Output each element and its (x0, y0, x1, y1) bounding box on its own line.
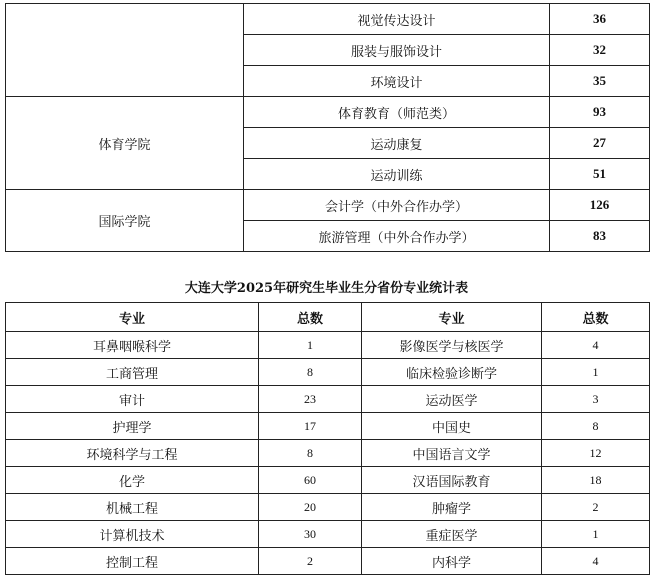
major-cell: 肿瘤学 (362, 494, 542, 521)
college-major-table (5, 3, 650, 252)
table-row (6, 440, 650, 467)
major-cell: 机械工程 (6, 494, 259, 521)
major-cell: 服装与服饰设计 (244, 35, 550, 66)
column-header-major: 专业 (6, 303, 259, 332)
major-cell: 耳鼻咽喉科学 (6, 332, 259, 359)
total-cell: 4 (542, 548, 650, 575)
major-cell: 控制工程 (6, 548, 259, 575)
total-cell: 2 (542, 494, 650, 521)
total-cell: 8 (542, 413, 650, 440)
total-cell: 60 (259, 467, 362, 494)
table-row (6, 332, 650, 359)
college-cell: 国际学院 (6, 190, 244, 252)
count-cell: 35 (550, 66, 650, 97)
count-cell: 83 (550, 221, 650, 252)
total-cell: 1 (259, 332, 362, 359)
table-row (6, 521, 650, 548)
total-cell: 1 (542, 521, 650, 548)
major-cell: 工商管理 (6, 359, 259, 386)
total-cell: 3 (542, 386, 650, 413)
table-row (6, 386, 650, 413)
major-cell: 审计 (6, 386, 259, 413)
major-cell: 视觉传达设计 (244, 4, 550, 35)
major-cell: 体育教育（师范类） (244, 97, 550, 128)
graduate-stats-table (5, 302, 650, 575)
major-cell: 化学 (6, 467, 259, 494)
total-cell: 17 (259, 413, 362, 440)
count-cell: 32 (550, 35, 650, 66)
college-cell: 体育学院 (6, 97, 244, 190)
major-cell: 会计学（中外合作办学） (244, 190, 550, 221)
table-row (6, 548, 650, 575)
major-cell: 旅游管理（中外合作办学） (244, 221, 550, 252)
total-cell: 30 (259, 521, 362, 548)
table-row (6, 494, 650, 521)
total-cell: 12 (542, 440, 650, 467)
major-cell: 环境科学与工程 (6, 440, 259, 467)
major-cell: 临床检验诊断学 (362, 359, 542, 386)
total-cell: 2 (259, 548, 362, 575)
count-cell: 27 (550, 128, 650, 159)
table-row (6, 4, 650, 35)
major-cell: 内科学 (362, 548, 542, 575)
major-cell: 运动医学 (362, 386, 542, 413)
major-cell: 运动训练 (244, 159, 550, 190)
column-header-major: 专业 (362, 303, 542, 332)
total-cell: 8 (259, 359, 362, 386)
table-row (6, 467, 650, 494)
major-cell: 护理学 (6, 413, 259, 440)
major-cell: 重症医学 (362, 521, 542, 548)
total-cell: 18 (542, 467, 650, 494)
header-row (6, 303, 650, 332)
count-cell: 36 (550, 4, 650, 35)
major-cell: 影像医学与核医学 (362, 332, 542, 359)
table-row (6, 190, 650, 221)
table-title: 大连大学2025年研究生毕业生分省份专业统计表 (184, 281, 469, 296)
major-cell: 计算机技术 (6, 521, 259, 548)
major-cell: 中国语言文学 (362, 440, 542, 467)
column-header-total: 总数 (259, 303, 362, 332)
total-cell: 8 (259, 440, 362, 467)
major-cell: 中国史 (362, 413, 542, 440)
total-cell: 4 (542, 332, 650, 359)
total-cell: 23 (259, 386, 362, 413)
table-row (6, 413, 650, 440)
column-header-total: 总数 (542, 303, 650, 332)
college-cell (6, 4, 244, 97)
total-cell: 1 (542, 359, 650, 386)
major-cell: 汉语国际教育 (362, 467, 542, 494)
table-row (6, 97, 650, 128)
total-cell: 20 (259, 494, 362, 521)
count-cell: 126 (550, 190, 650, 221)
table-row (6, 359, 650, 386)
count-cell: 93 (550, 97, 650, 128)
count-cell: 51 (550, 159, 650, 190)
major-cell: 环境设计 (244, 66, 550, 97)
major-cell: 运动康复 (244, 128, 550, 159)
